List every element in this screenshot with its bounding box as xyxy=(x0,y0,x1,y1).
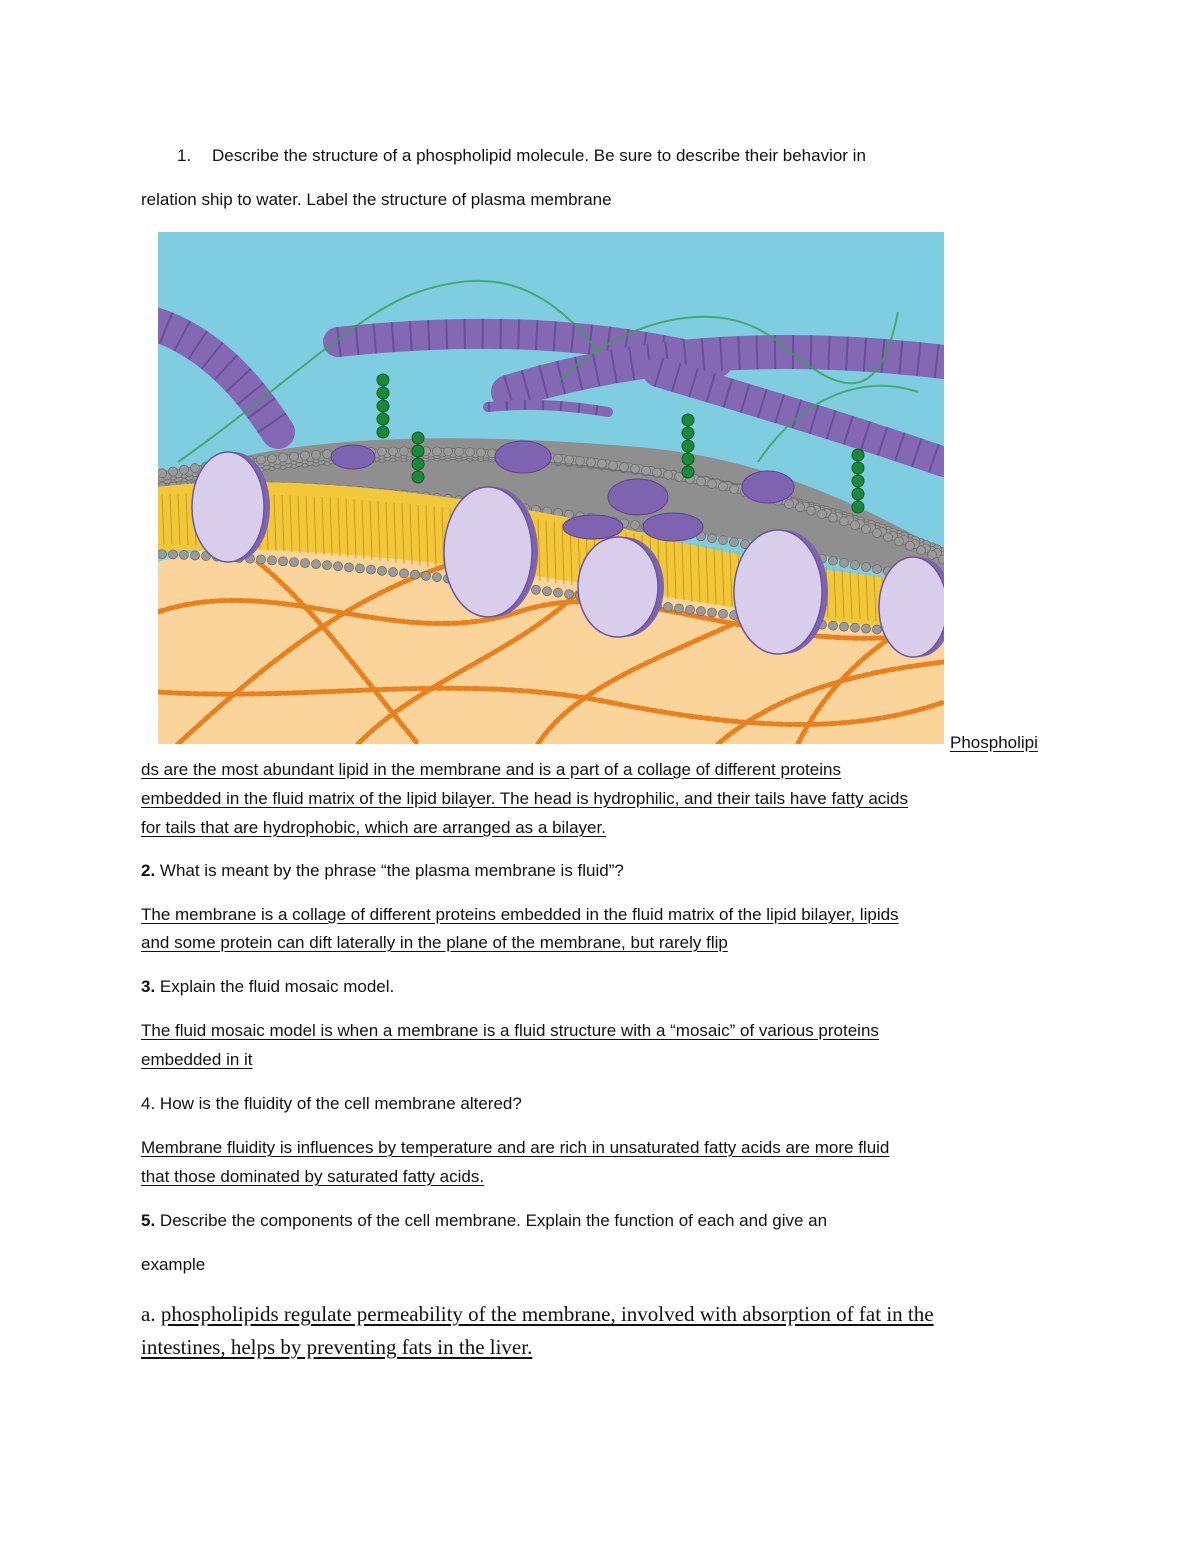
peripheral-protein xyxy=(643,513,703,541)
q5-number: 5. xyxy=(141,1211,156,1230)
phospholipid-head xyxy=(279,557,288,566)
phospholipid-head xyxy=(895,537,904,546)
phospholipid-head xyxy=(598,459,607,468)
phospholipid-head xyxy=(565,455,574,464)
sugar-chain-bead xyxy=(682,427,694,439)
phospholipid-head xyxy=(829,621,838,630)
phospholipid-head xyxy=(345,563,354,572)
phospholipid-head xyxy=(653,468,662,477)
q2-answer-line2: and some protein can dift laterally in the plane of the membrane, but rarely flip xyxy=(141,933,728,952)
phospholipid-head xyxy=(180,465,189,474)
phospholipid-head xyxy=(796,503,805,512)
q5-answer-text: phospholipids regulate permeability of the membrane, involved with absorption of fat in the xyxy=(160,1302,934,1326)
q1-question-line2: relation ship to water. Label the structure of plasma membrane xyxy=(141,190,612,209)
phospholipid-head xyxy=(873,625,882,634)
phospholipid-head xyxy=(158,550,167,559)
phospholipid-head xyxy=(466,448,475,457)
phospholipid-head xyxy=(268,556,277,565)
integral-protein xyxy=(734,530,822,654)
phospholipid-head xyxy=(554,588,563,597)
phospholipid-head xyxy=(785,499,794,508)
q2-question-text: What is meant by the phrase “the plasma membrane is fluid”? xyxy=(155,861,624,880)
sugar-chain-bead xyxy=(377,374,389,386)
phospholipid-head xyxy=(697,607,706,616)
q1-number: 1. xyxy=(177,146,192,165)
q5-answer-line2: intestines, helps by preventing fats in the liver. xyxy=(141,1335,533,1359)
phospholipid-head xyxy=(631,464,640,473)
phospholipid-head xyxy=(719,482,728,491)
phospholipid-head xyxy=(257,555,266,564)
sugar-chain-bead xyxy=(682,466,694,478)
sugar-chain-bead xyxy=(682,440,694,452)
q2-answer-line1: The membrane is a collage of different proteins embedded in the fluid matrix of the lipid bilayer, lipids xyxy=(141,905,899,924)
q5-question-line1 xyxy=(141,1211,827,1231)
q1-answer-line3: for tails that are hydrophobic, which are arranged as a bilayer. xyxy=(141,818,606,837)
q5-answer-line1 xyxy=(141,1302,934,1327)
phospholipid-head xyxy=(554,454,563,463)
phospholipid-head xyxy=(862,624,871,633)
phospholipid-head xyxy=(378,566,387,575)
q2-number: 2. xyxy=(141,861,156,880)
phospholipid-head xyxy=(928,550,937,559)
phospholipid-head xyxy=(257,455,266,464)
phospholipid-head xyxy=(851,521,860,530)
phospholipid-head xyxy=(433,447,442,456)
phospholipid-head xyxy=(620,463,629,472)
phospholipid-head xyxy=(477,448,486,457)
phospholipid-head xyxy=(180,550,189,559)
phospholipid-head xyxy=(389,447,398,456)
phospholipid-head xyxy=(367,565,376,574)
phospholipid-head xyxy=(642,466,651,475)
sugar-chain-bead xyxy=(852,488,864,500)
q5-answer-prefix: a. xyxy=(141,1302,161,1326)
phospholipid-head xyxy=(323,561,332,570)
peripheral-protein xyxy=(563,515,623,539)
phospholipid-head xyxy=(807,506,816,515)
phospholipid-head xyxy=(169,467,178,476)
phospholipid-head xyxy=(862,563,871,572)
phospholipid-head xyxy=(851,623,860,632)
sugar-chain-bead xyxy=(377,400,389,412)
phospholipid-head xyxy=(664,470,673,479)
phospholipid-head xyxy=(939,555,945,564)
sugar-chain-bead xyxy=(412,458,424,470)
phospholipid-head xyxy=(730,485,739,494)
phospholipid-head xyxy=(730,538,739,547)
phospholipid-head xyxy=(543,587,552,596)
phospholipid-head xyxy=(444,447,453,456)
sugar-chain-bead xyxy=(377,387,389,399)
phospholipid-head xyxy=(301,559,310,568)
q3-number: 3. xyxy=(141,977,156,996)
phospholipid-head xyxy=(675,604,684,613)
q1-answer-start: Phospholipi xyxy=(950,733,1038,752)
phospholipid-head xyxy=(411,570,420,579)
q4-answer-line2: that those dominated by saturated fatty acids. xyxy=(141,1167,485,1186)
phospholipid-head xyxy=(334,562,343,571)
phospholipid-head xyxy=(884,533,893,542)
q2-question xyxy=(141,861,624,881)
phospholipid-head xyxy=(301,451,310,460)
q3-question-text: Explain the fluid mosaic model. xyxy=(155,977,395,996)
sugar-chain-bead xyxy=(412,445,424,457)
peripheral-protein xyxy=(331,445,375,469)
q4-number: 4. xyxy=(141,1094,156,1113)
phospholipid-head xyxy=(609,461,618,470)
sugar-chain-bead xyxy=(852,501,864,513)
sugar-chain-bead xyxy=(377,426,389,438)
phospholipid-head xyxy=(840,517,849,526)
phospholipid-head xyxy=(433,573,442,582)
phospholipid-head xyxy=(268,454,277,463)
sugar-chain-bead xyxy=(682,414,694,426)
phospholipid-head xyxy=(400,447,409,456)
phospholipid-head xyxy=(873,565,882,574)
plasma-membrane-illustration-icon xyxy=(158,232,944,744)
phospholipid-head xyxy=(818,510,827,519)
sugar-chain-bead xyxy=(412,432,424,444)
phospholipid-head xyxy=(312,450,321,459)
integral-protein xyxy=(192,452,264,562)
phospholipid-head xyxy=(829,556,838,565)
q4-question-text: How is the fluidity of the cell membrane altered? xyxy=(155,1094,522,1113)
phospholipid-head xyxy=(664,603,673,612)
q5-question-text: Describe the components of the cell membrane. Explain the function of each and give an xyxy=(155,1211,828,1230)
phospholipid-head xyxy=(719,609,728,618)
phospholipid-head xyxy=(191,551,200,560)
phospholipid-head xyxy=(840,558,849,567)
q3-answer-line2: embedded in it xyxy=(141,1050,253,1069)
q5-question-line2: example xyxy=(141,1255,206,1274)
phospholipid-head xyxy=(312,560,321,569)
q3-question xyxy=(141,977,394,997)
peripheral-protein xyxy=(742,471,794,503)
phospholipid-head xyxy=(356,564,365,573)
phospholipid-head xyxy=(873,529,882,538)
phospholipid-head xyxy=(840,622,849,631)
q1-answer-line1: ds are the most abundant lipid in the membrane and is a part of a collage of different proteins xyxy=(141,760,841,779)
phospholipid-head xyxy=(862,525,871,534)
q3-answer-line1: The fluid mosaic model is when a membrane is a fluid structure with a “mosaic” of various proteins xyxy=(141,1021,879,1040)
phospholipid-head xyxy=(532,585,541,594)
phospholipid-head xyxy=(697,477,706,486)
phospholipid-head xyxy=(191,464,200,473)
phospholipid-head xyxy=(587,458,596,467)
phospholipid-head xyxy=(290,558,299,567)
phospholipid-head xyxy=(719,536,728,545)
phospholipid-head xyxy=(169,550,178,559)
integral-protein xyxy=(444,487,532,617)
q1-answer-line2: embedded in the fluid matrix of the lipid bilayer. The head is hydrophilic, and their tails have fatty acids xyxy=(141,789,909,808)
phospholipid-head xyxy=(708,534,717,543)
phospholipid-head xyxy=(565,590,574,599)
phospholipid-head xyxy=(389,568,398,577)
sugar-chain-bead xyxy=(377,413,389,425)
peripheral-protein xyxy=(608,479,668,515)
phospholipid-head xyxy=(279,453,288,462)
sugar-chain-bead xyxy=(852,475,864,487)
phospholipid-head xyxy=(400,569,409,578)
phospholipid-head xyxy=(631,520,640,529)
phospholipid-head xyxy=(576,456,585,465)
phospholipid-head xyxy=(422,571,431,580)
phospholipid-head xyxy=(917,546,926,555)
integral-protein xyxy=(879,557,944,657)
sugar-chain-bead xyxy=(852,462,864,474)
q4-answer-line1: Membrane fluidity is influences by temperature and are rich in unsaturated fatty acids are more fluid xyxy=(141,1138,890,1157)
integral-protein xyxy=(578,537,658,637)
phospholipid-head xyxy=(708,608,717,617)
phospholipid-head xyxy=(290,452,299,461)
sugar-chain-bead xyxy=(682,453,694,465)
phospholipid-head xyxy=(829,513,838,522)
phospholipid-head xyxy=(686,605,695,614)
q1-question-line1: Describe the structure of a phospholipid molecule. Be sure to describe their behavior in xyxy=(212,146,866,165)
peripheral-protein xyxy=(495,441,551,473)
phospholipid-head xyxy=(378,447,387,456)
phospholipid-head xyxy=(455,447,464,456)
phospholipid-head xyxy=(851,560,860,569)
sugar-chain-bead xyxy=(852,449,864,461)
phospholipid-head xyxy=(158,469,167,478)
q4-question xyxy=(141,1094,522,1114)
phospholipid-head xyxy=(906,541,915,550)
phospholipid-head xyxy=(323,450,332,459)
phospholipid-head xyxy=(708,479,717,488)
sugar-chain-bead xyxy=(412,471,424,483)
